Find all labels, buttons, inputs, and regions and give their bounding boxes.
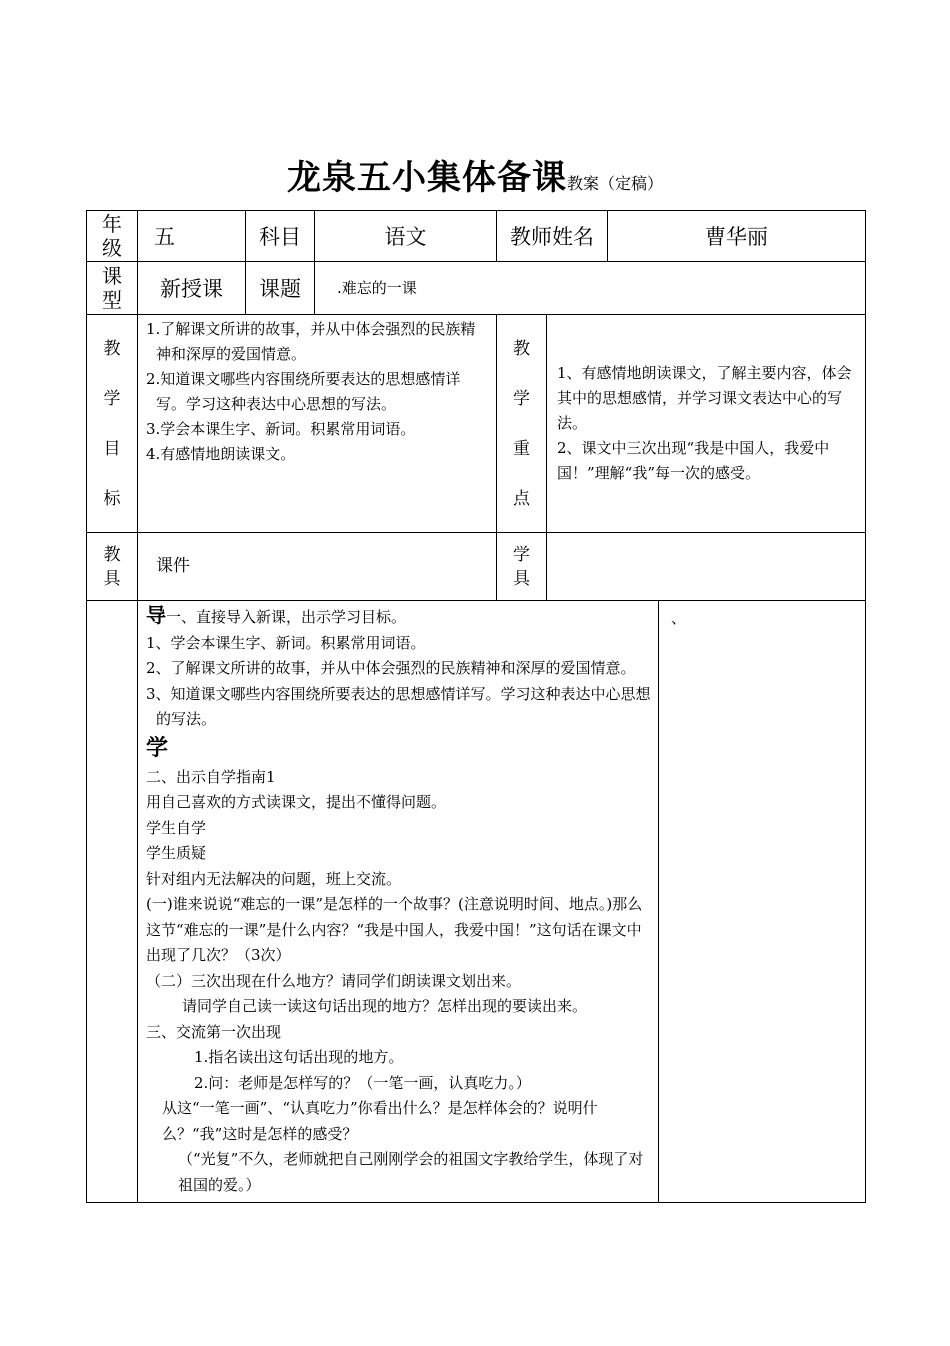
process-line: 1、学会本课生字、新词。积累常用词语。 — [146, 633, 426, 652]
goal-item: 4.有感情地朗读课文。 — [146, 445, 296, 463]
topic-label: 课题 — [246, 262, 315, 315]
focus-item: 1、有感情地朗读课文，了解主要内容，体会其中的思想感情，并学习课文表达中心的写法。 — [557, 364, 852, 432]
process-blank-cell — [87, 601, 138, 1203]
document-title — [0, 150, 950, 199]
goal-item: 1.了解课文所讲的故事，并从中体会强烈的民族精神和深厚的爱国情意。 — [146, 320, 476, 363]
teaching-goals-content — [138, 315, 497, 533]
process-row — [87, 601, 866, 1203]
subject-label: 科目 — [246, 211, 315, 262]
process-line: 一、直接导入新课，出示学习目标。 — [166, 608, 407, 626]
info-row-2 — [87, 262, 866, 315]
process-line: 2、了解课文所讲的故事，并从中体会强烈的民族精神和深厚的爱国情意。 — [146, 659, 636, 677]
process-line: 1.指名读出这句话出现的地方。 — [194, 1048, 404, 1066]
process-line: 学生质疑 — [146, 844, 207, 862]
process-line: 二、出示自学指南1 — [146, 767, 276, 786]
teaching-focus-label: 教 学 重 点 — [497, 315, 547, 533]
dao-heading: 导 — [146, 603, 166, 627]
lesson-type-value: 新授课 — [138, 262, 246, 315]
teacher-name-label: 教师姓名 — [497, 211, 608, 262]
tools-row — [87, 533, 866, 601]
process-line: 2.问：老师是怎样写的？（一笔一画，认真吃力。） — [194, 1073, 531, 1092]
teaching-aids-value: 课件 — [138, 533, 497, 601]
lesson-type-label: 课 型 — [87, 262, 138, 315]
learning-aids-value — [547, 533, 866, 601]
teaching-focus-content — [547, 315, 866, 533]
process-line: 学生自学 — [146, 818, 207, 837]
teaching-goals-label: 教 学 目 标 — [87, 315, 138, 533]
xue-heading: 学 — [146, 735, 169, 761]
process-line: (一)谁来说说“难忘的一课”是怎样的一个故事？(注意说明时间、地点。)那么这节“难忘的一课”是什么内容？“我是中国人，我爱中国！”这句话在课文中出现了几次？（3次） — [146, 895, 643, 964]
subject-value: 语文 — [315, 211, 497, 262]
process-line: （“光复”不久，老师就把自己刚刚学会的祖国文字教给学生，体现了对祖国的爱。） — [178, 1150, 644, 1194]
lesson-plan-table — [86, 210, 866, 1203]
page-title: 龙泉五小集体备课 — [286, 158, 567, 198]
teaching-process-content — [138, 601, 659, 1203]
grade-value: 五 — [138, 211, 246, 262]
teacher-name-value: 曹华丽 — [608, 211, 866, 262]
process-line: 针对组内无法解决的问题，班上交流。 — [146, 869, 402, 888]
side-note-cell: 、 — [659, 601, 866, 1203]
goals-row — [87, 315, 866, 533]
learning-aids-label: 学 具 — [497, 533, 547, 601]
process-line: 从这“一笔一画”、“认真吃力”你看出什么？是怎样体会的？说明什么？“我”这时是怎样的感受？ — [162, 1099, 598, 1143]
page-subtitle: 教案（定稿） — [566, 174, 663, 193]
teaching-aids-label: 教 具 — [87, 533, 138, 601]
process-line: 三、交流第一次出现 — [146, 1022, 282, 1041]
process-line: （二）三次出现在什么地方？请同学们朗读课文划出来。 — [146, 971, 522, 990]
process-line: 用自己喜欢的方式读课文，提出不懂得问题。 — [146, 793, 447, 811]
goal-item: 3.学会本课生字、新词。积累常用词语。 — [146, 420, 416, 438]
process-line: 请同学自己读一读这句话出现的地方？怎样出现的要读出来。 — [182, 997, 588, 1015]
grade-label: 年 级 — [87, 211, 138, 262]
process-line: 3、知道课文哪些内容围绕所要表达的思想感情详写。学习这种表达中心思想的写法。 — [146, 684, 651, 728]
info-row-1 — [87, 211, 866, 262]
focus-item: 2、课文中三次出现“我是中国人，我爱中国！”理解“我”每一次的感受。 — [557, 439, 830, 482]
topic-value: .难忘的一课 — [315, 262, 866, 315]
goal-item: 2.知道课文哪些内容围绕所要表达的思想感情详写。学习这种表达中心思想的写法。 — [146, 370, 461, 413]
